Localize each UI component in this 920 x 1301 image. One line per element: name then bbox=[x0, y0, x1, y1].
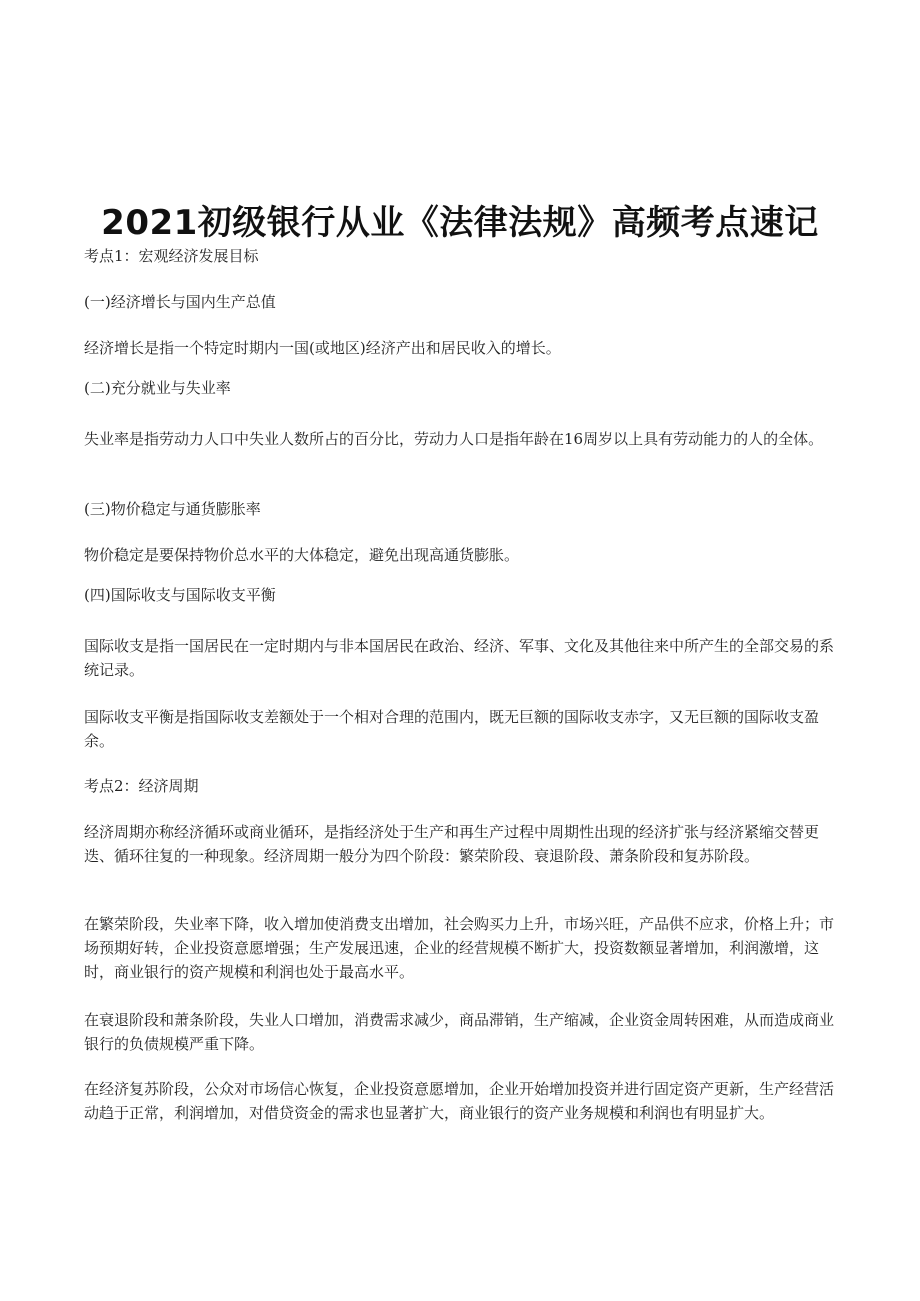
heading-kaodian-2: 考点2：经济周期 bbox=[84, 777, 199, 795]
paragraph-economic-growth: 经济增长是指一个特定时期内一国(或地区)经济产出和居民收入的增长。 bbox=[84, 339, 561, 357]
document-title: 2021初级银行从业《法律法规》高频考点速记 bbox=[101, 202, 819, 243]
paragraph-recovery-phase: 在经济复苏阶段，公众对市场信心恢复，企业投资意愿增加，企业开始增加投资并进行固定资产更新，生产经营活动趋于正常，利润增加，对借贷资金的需求也显著扩大，商业银行的资产业务规模和利润也有明显扩大。 bbox=[84, 1080, 835, 1122]
heading-kaodian-1: 考点1：宏观经济发展目标 bbox=[84, 247, 259, 265]
subheading-price-stability: (三)物价稳定与通货膨胀率 bbox=[84, 500, 261, 518]
paragraph-price-stability: 物价稳定是要保持物价总水平的大体稳定，避免出现高通货膨胀。 bbox=[84, 546, 520, 564]
paragraph-unemployment-rate: 失业率是指劳动力人口中失业人数所占的百分比，劳动力人口是指年龄在16周岁以上具有劳动能力的人的全体。 bbox=[84, 430, 824, 448]
subheading-balance-of-payments: (四)国际收支与国际收支平衡 bbox=[84, 586, 276, 604]
paragraph-bop-equilibrium: 国际收支平衡是指国际收支差额处于一个相对合理的范围内，既无巨额的国际收支赤字，又无巨额的国际收支盈余。 bbox=[84, 708, 820, 750]
subheading-employment: (二)充分就业与失业率 bbox=[84, 379, 231, 397]
paragraph-economic-cycle: 经济周期亦称经济循环或商业循环，是指经济处于生产和再生产过程中周期性出现的经济扩张与经济紧缩交替更迭、循环往复的一种现象。经济周期一般分为四个阶段：繁荣阶段、衰退阶段、萧条阶段和复苏阶段。 bbox=[84, 823, 820, 865]
subheading-economic-growth: (一)经济增长与国内生产总值 bbox=[84, 293, 276, 311]
paragraph-recession-phase: 在衰退阶段和萧条阶段，失业人口增加，消费需求减少，商品滞销，生产缩减，企业资金周转困难，从而造成商业银行的负债规模严重下降。 bbox=[84, 1011, 835, 1053]
paragraph-boom-phase: 在繁荣阶段，失业率下降，收入增加使消费支出增加，社会购买力上升，市场兴旺，产品供不应求，价格上升；市场预期好转，企业投资意愿增强；生产发展迅速，企业的经营规模不断扩大，投资数额显著增加，利润激增，这时，商业银行的资产规模和利润也处于最高水平。 bbox=[84, 915, 835, 981]
paragraph-balance-of-payments: 国际收支是指一国居民在一定时期内与非本国居民在政治、经济、军事、文化及其他往来中所产生的全部交易的系统记录。 bbox=[84, 637, 835, 679]
